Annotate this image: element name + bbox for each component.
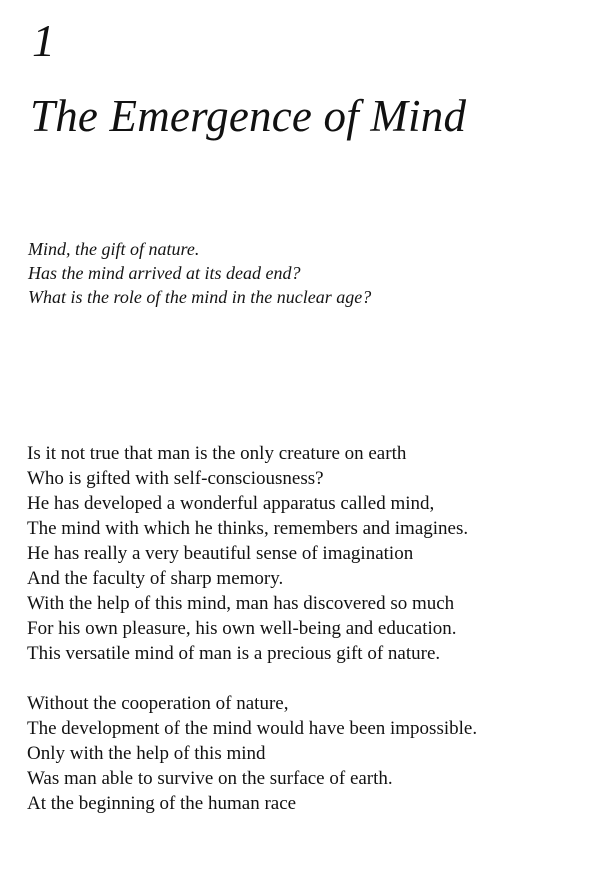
- poem-line: Only with the help of this mind: [27, 743, 266, 764]
- poem-line: Without the cooperation of nature,: [27, 693, 289, 714]
- poem-line: He has really a very beautiful sense of imagination: [27, 543, 414, 564]
- poem-line: He has developed a wonderful apparatus called mind,: [27, 493, 435, 514]
- poem-line: This versatile mind of man is a precious gift of nature.: [27, 643, 441, 664]
- poem-body: [27, 441, 587, 816]
- poem-line: And the faculty of sharp memory.: [27, 568, 284, 589]
- epigraph-line: What is the role of the mind in the nuclear age?: [28, 287, 372, 307]
- epigraph: [28, 237, 568, 309]
- stanza-2: [27, 691, 587, 816]
- poem-line: At the beginning of the human race: [27, 793, 297, 814]
- epigraph-line: Has the mind arrived at its dead end?: [28, 263, 301, 283]
- poem-line: Is it not true that man is the only creature on earth: [27, 443, 407, 464]
- poem-line: The development of the mind would have been impossible.: [27, 718, 478, 739]
- poem-line: For his own pleasure, his own well-being and education.: [27, 618, 457, 639]
- stanza-1: [27, 441, 587, 666]
- epigraph-line: Mind, the gift of nature.: [28, 239, 200, 259]
- poem-line: The mind with which he thinks, remembers and imagines.: [27, 518, 469, 539]
- chapter-number: 1: [32, 15, 55, 66]
- poem-line: Who is gifted with self-consciousness?: [27, 468, 324, 489]
- poem-line: Was man able to survive on the surface of earth.: [27, 768, 393, 789]
- poem-line: With the help of this mind, man has discovered so much: [27, 593, 455, 614]
- chapter-title: The Emergence of Mind: [30, 91, 467, 141]
